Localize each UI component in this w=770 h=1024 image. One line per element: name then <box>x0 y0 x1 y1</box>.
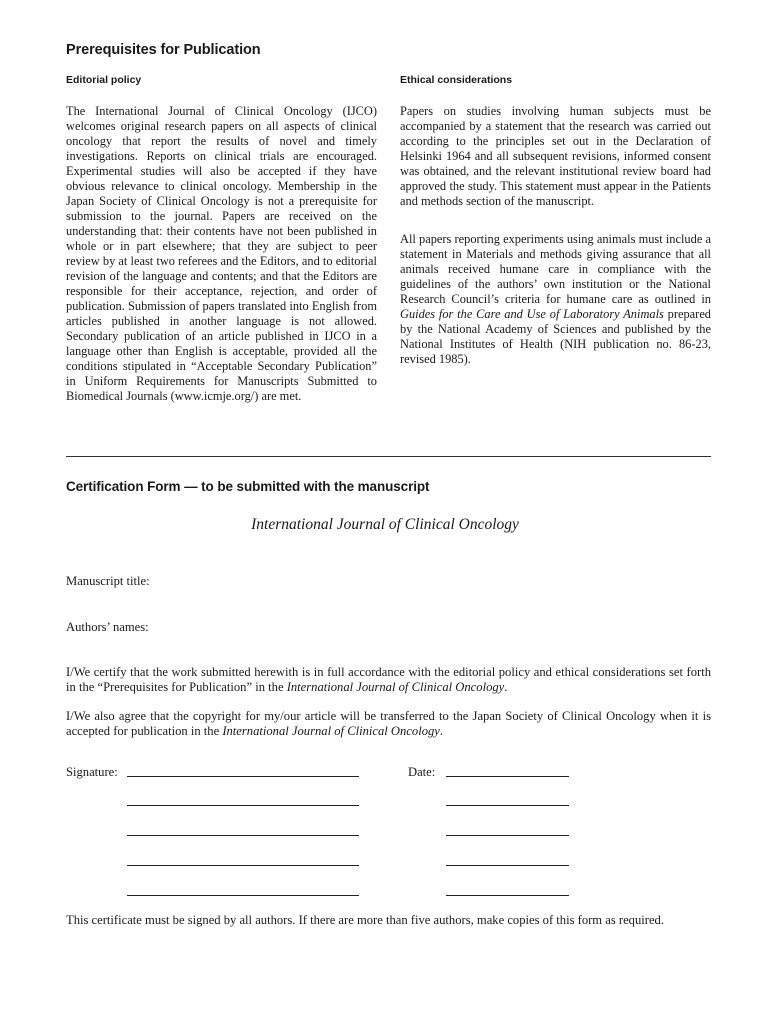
date-line[interactable] <box>446 835 569 836</box>
editorial-policy-heading: Editorial policy <box>66 74 142 86</box>
signature-line[interactable] <box>127 895 359 896</box>
section-divider <box>66 456 711 457</box>
copyright-statement <box>66 709 711 739</box>
guides-title: Guides for the Care and Use of Laboratory Animals <box>400 307 664 321</box>
authors-names-label: Authors’ names: <box>66 620 149 634</box>
journal-name: International Journal of Clinical Oncology <box>286 680 505 694</box>
editorial-policy-text: The International Journal of Clinical Oncology (IJCO) welcomes original research papers on all aspects of clinical oncology that report the results of novel and timely investigations. Reports on clinical trials are encouraged. Experimental studies will also be accepted if they have obvious relevance to clinical oncology. Membership in the Japan Society of Clinical Oncology is not a prerequisite for submission to the journal. Papers are received on the understanding that: their contents have not been published in whole or in part elsewhere; that they are subject to peer review by at least two referees and the Editors, and to editorial revision of the language and contents; and that the Editors are responsible for their acceptance, rejection, and order of publication. Submission of papers translated into English from articles published in another language is not allowed. Secondary publication of an article published in IJCO in a language other than English is acceptable, provided all the conditions stipulated in “Acceptable Secondary Publication” in Uniform Requirements for Manuscripts Submitted to Biomedical Journals (www.icmje.org/) are met. <box>66 104 377 403</box>
journal-name: International Journal of Clinical Oncology <box>222 724 440 738</box>
footer-note: This certificate must be signed by all authors. If there are more than five authors, make copies of this form as required. <box>66 913 665 927</box>
page-title: Prerequisites for Publication <box>66 42 261 58</box>
journal-title: International Journal of Clinical Oncology <box>251 516 519 533</box>
paragraph-text: prepared by the National Academy of Sciences and published by the National Institutes of Health (NIH publication no. 86-23, revised 1985). <box>400 307 712 366</box>
certification-statement <box>66 665 711 695</box>
statement-text: I/We certify that the work submitted herewith is in full accordance with the editorial policy and ethical considerations set forth in the “Prerequisites for Publication” in the <box>66 665 711 694</box>
ethical-considerations-paragraph-1: Papers on studies involving human subjects must be accompanied by a statement that the research was carried out according to the principles set out in the Declaration of Helsinki 1964 and all subsequent revisions, informed consent was obtained, and the relevant institutional review board had approved the study. This statement must appear in the Patients and methods section of the manuscript. <box>400 104 711 208</box>
date-line[interactable] <box>446 895 569 896</box>
date-line[interactable] <box>446 805 569 806</box>
signature-label: Signature: <box>66 765 118 779</box>
statement-text: I/We also agree that the copyright for my/our article will be transferred to the Japan Society of Clinical Oncology when it is accepted for publication in the <box>66 709 711 738</box>
date-label: Date: <box>408 765 436 779</box>
statement-text: . <box>439 724 444 738</box>
signature-line[interactable] <box>127 776 359 777</box>
signature-line[interactable] <box>127 865 359 866</box>
paragraph-text: All papers reporting experiments using animals must include a statement in Materials and methods giving assurance that all animals received humane care in compliance with the guidelines of the authors’ own institution or the National Research Council’s criteria for humane care as outlined in <box>400 232 711 306</box>
signature-line[interactable] <box>127 805 359 806</box>
statement-text: . <box>504 680 508 694</box>
ethical-considerations-paragraph-2 <box>400 232 711 367</box>
certification-form-heading: Certification Form — to be submitted with the manuscript <box>66 479 430 494</box>
signature-line[interactable] <box>127 835 359 836</box>
date-line[interactable] <box>446 865 569 866</box>
ethical-considerations-heading: Ethical considerations <box>400 74 513 86</box>
date-line[interactable] <box>446 776 569 777</box>
manuscript-title-label: Manuscript title: <box>66 574 150 588</box>
